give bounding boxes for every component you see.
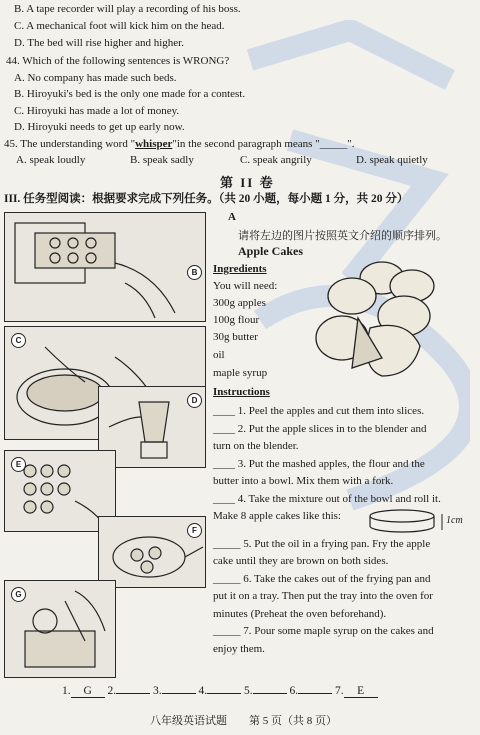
instruction-line: turn on the blender. [213,440,299,452]
answer-label: 6. [289,685,299,697]
answer-label: 7. [335,685,344,697]
q45-option-d: D. speak quietly [356,154,428,166]
instruction-line: enjoy them. [213,642,265,655]
answer-row [62,685,378,698]
figure-tag-g: G [11,587,26,602]
answer-label: 4. [198,685,208,697]
figure-tag-f: F [187,523,202,538]
figure-tag-e: E [11,457,26,472]
q45-option-b: B. speak sadly [130,154,194,166]
q43-option-b: B. A tape recorder will play a recording of his boss. [14,3,241,15]
recipe-title: Apple Cakes [238,244,304,258]
ingredient-line: oil [213,349,225,361]
cake-size-label: 1cm [446,515,463,526]
ingredient-line: maple syrup [213,367,268,379]
instruction-line: butter into a bowl. Mix them with a fork. [213,475,394,487]
instruction-line: ____ 1. Peel the apples and cut them into slices. [213,405,425,417]
answer-label: 2. [107,685,117,697]
passage-letter: A [228,211,236,223]
oven-tray-drawing [5,213,205,321]
q44-option-a: A. No company has made such beds. [14,72,177,84]
ingredients-label: Ingredients [213,263,267,275]
q43-option-c: C. A mechanical foot will kick him on the head. [14,20,225,32]
figure-frying-pan [98,516,206,588]
instruction-line: Make 8 apple cakes like this: [213,510,341,522]
instruction-line: ____ 4. Take the mixture out of the bowl and roll it. [213,492,441,505]
q44-option-d: D. Hiroyuki needs to get up early now. [14,121,185,133]
apple-cakes-illustration [312,258,462,388]
answer-blank[interactable] [162,693,196,694]
ingredient-line: 100g flour [213,314,260,326]
figure-cutting-board [4,580,116,678]
ingredient-line: You will need: [213,280,278,292]
answer-blank[interactable] [207,693,241,694]
instructions-label: Instructions [213,386,270,398]
q45-stem [4,137,354,151]
figure-tag-d: D [187,393,202,408]
instruction-line: cake until they are brown on both sides. [213,555,389,567]
q45-option-c: C. speak angrily [240,154,312,166]
figure-tag-c: C [11,333,26,348]
instruction-line: minutes (Preheat the oven beforehand). [213,607,387,620]
answer-blank[interactable] [298,693,332,694]
page-footer: 八年级英语试题 第 5 页（共 8 页） [150,715,337,727]
answer-blank[interactable] [253,693,287,694]
answer-label: 3. [153,685,162,697]
answer-blank[interactable] [116,693,150,694]
q44-stem: 44. Which of the following sentences is WRONG? [6,55,230,67]
ingredient-line: 300g apples [213,297,266,309]
q45-stem-pre: 45. The understanding word " [4,138,136,150]
q45-key-word: whisper [135,138,173,150]
q45-stem-post: "in the second paragraph means "_____". [172,138,355,150]
q44-option-b: B. Hiroyuki's bed is the only one made for a contest. [14,88,246,100]
instruction-line: _____ 7. Pour some maple syrup on the cakes and [213,625,434,637]
instruction-line: _____ 6. Take the cakes out of the frying pan and [213,572,431,585]
instruction-line: ____ 2. Put the apple slices in to the blender and [213,422,427,435]
q43-option-d: D. The bed will rise higher and higher. [14,37,184,49]
answer-blank[interactable]: G [71,685,105,698]
ingredient-line: 30g butter [213,331,258,343]
part-title: 第 II 卷 [220,175,275,190]
figure-oven-tray [4,212,206,322]
answer-label: 5. [244,685,253,697]
figure-tag-b: B [187,265,202,280]
answer-label: 1. [62,685,71,697]
instruction-line: _____ 5. Put the oil in a frying pan. Fry the apple [213,537,431,550]
q44-option-c: C. Hiroyuki has made a lot of money. [14,105,180,117]
section-heading: III. 任务型阅读：根据要求完成下列任务。（共 20 小题，每小题 1 分，共 20 分） [4,193,409,205]
passage-instruction: 请将左边的图片按照英文介绍的顺序排列。 [238,230,447,242]
answer-blank[interactable]: E [344,685,378,698]
instruction-line: put it on a tray. Then put the tray into the oven for [213,590,433,602]
q45-option-a: A. speak loudly [16,154,86,166]
instruction-line: ____ 3. Put the mashed apples, the flour and the [213,457,425,470]
